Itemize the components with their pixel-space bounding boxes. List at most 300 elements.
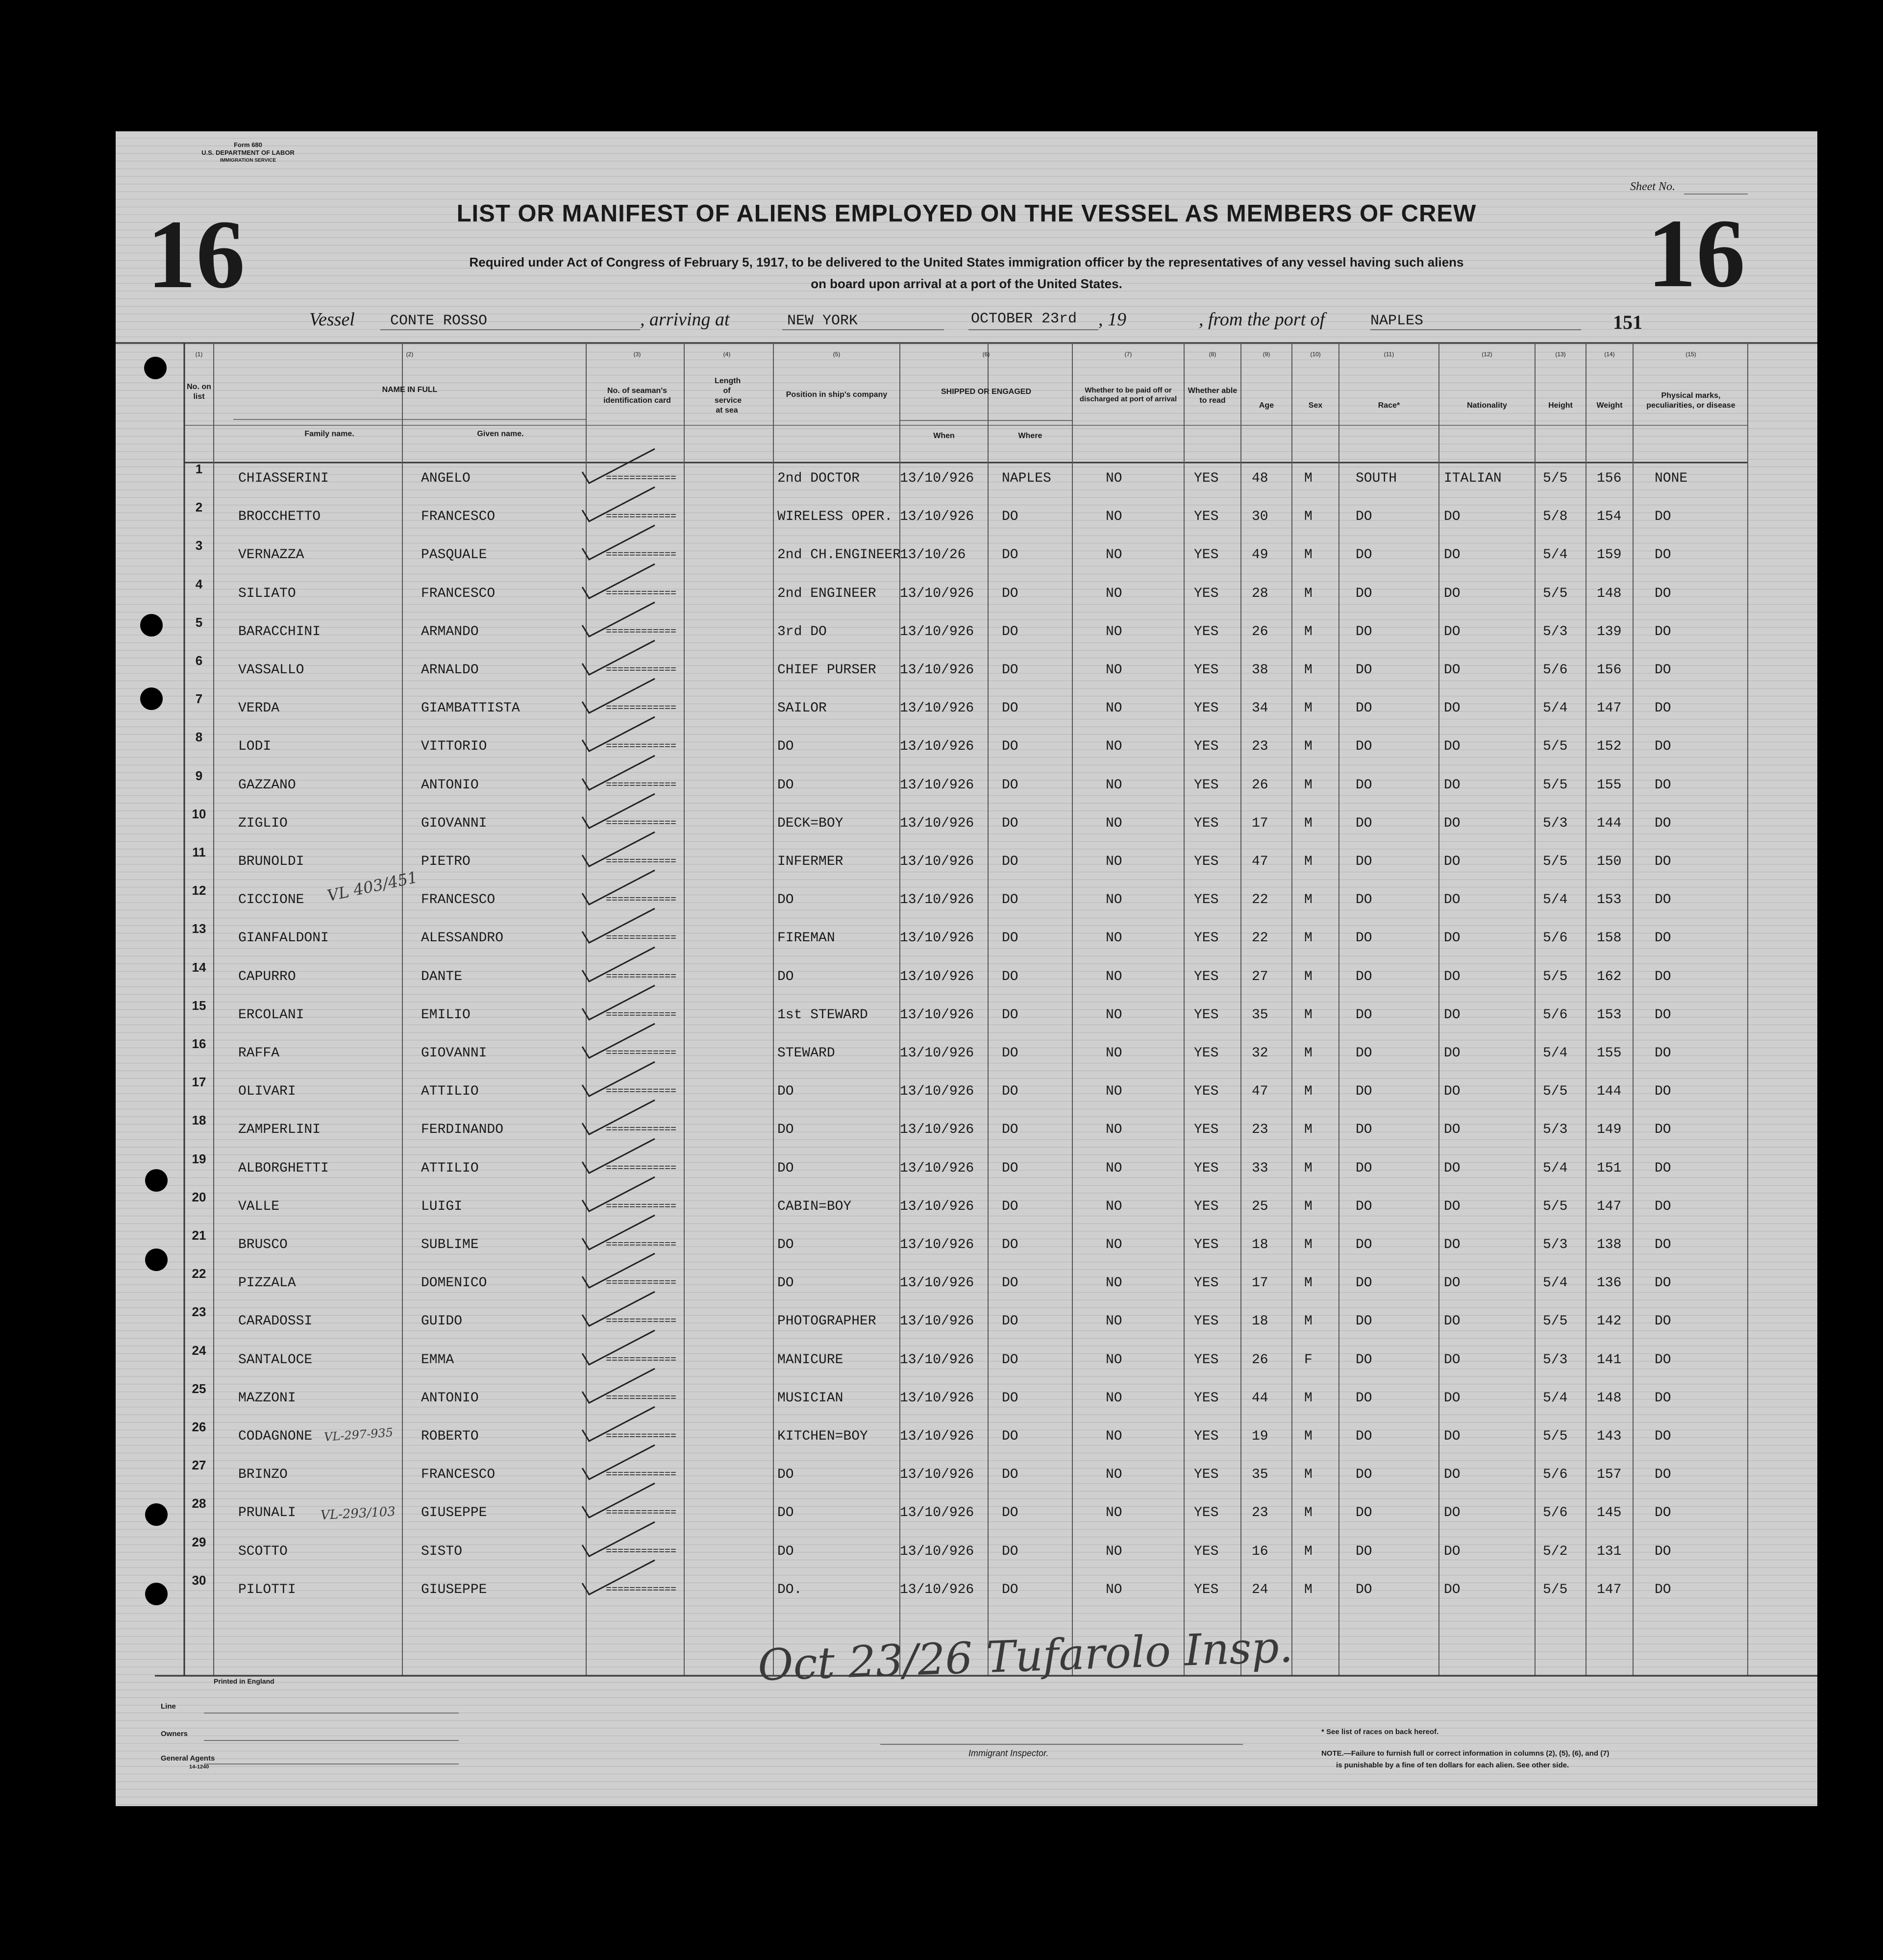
- age: 47: [1252, 854, 1268, 869]
- height: 5/3: [1543, 815, 1568, 831]
- height: 5/5: [1543, 1084, 1568, 1100]
- given-name: GIOVANNI: [421, 1046, 487, 1061]
- paid-off: NO: [1106, 1390, 1122, 1406]
- family-name: CHIASSERINI: [238, 471, 329, 486]
- height: 5/6: [1543, 1467, 1568, 1483]
- nationality: DO: [1444, 586, 1461, 601]
- age: 26: [1252, 1352, 1268, 1368]
- arrival-port: NEW YORK: [787, 313, 858, 329]
- service-length: ============: [606, 1162, 677, 1174]
- weight: 155: [1597, 777, 1622, 793]
- paid-off: NO: [1106, 892, 1122, 908]
- shipped-when: 13/10/926: [900, 1007, 974, 1023]
- service-length: ============: [606, 1469, 677, 1481]
- shipped-when: 13/10/926: [900, 1314, 974, 1329]
- able-to-read: YES: [1194, 1314, 1219, 1329]
- given-name: PIETRO: [421, 854, 471, 869]
- owners-label: Owners: [161, 1730, 188, 1738]
- shipped-where: DO: [1002, 1314, 1018, 1329]
- able-to-read: YES: [1194, 931, 1219, 946]
- given-name: EMILIO: [421, 1007, 471, 1023]
- position: DO: [777, 1122, 794, 1138]
- shipped-where: DO: [1002, 969, 1018, 984]
- sex: M: [1304, 547, 1313, 563]
- row-number: 30: [192, 1572, 206, 1588]
- physical-marks: DO: [1655, 969, 1671, 984]
- service-length: ============: [606, 1200, 677, 1212]
- physical-marks: DO: [1655, 739, 1671, 755]
- height: 5/3: [1543, 1237, 1568, 1252]
- col5-header: Position in ship's company: [786, 391, 888, 399]
- races-note: * See list of races on back hereof.: [1321, 1728, 1439, 1736]
- sex: M: [1304, 1275, 1313, 1291]
- subtitle-line-1: Required under Act of Congress of February 5, 1917, to be delivered to the United States immigration officer by the representatives of any vessel having such aliens: [469, 255, 1464, 270]
- nationality: DO: [1444, 1467, 1461, 1483]
- race: DO: [1356, 1467, 1372, 1483]
- row-number: 21: [192, 1228, 206, 1243]
- position: DO: [777, 969, 794, 984]
- age: 17: [1252, 1275, 1268, 1291]
- height: 5/4: [1543, 1046, 1568, 1061]
- position: DO.: [777, 1582, 802, 1597]
- shipped-where: DO: [1002, 547, 1018, 563]
- col14-header: Weight: [1596, 401, 1623, 410]
- weight: 151: [1597, 1160, 1622, 1176]
- family-name: VASSALLO: [238, 662, 304, 678]
- shipped-when: 13/10/926: [900, 815, 974, 831]
- race: DO: [1356, 1429, 1372, 1444]
- physical-marks: DO: [1655, 931, 1671, 946]
- nationality: DO: [1444, 815, 1461, 831]
- physical-marks: DO: [1655, 854, 1671, 869]
- given-name: ARNALDO: [421, 662, 479, 678]
- given-name: GIAMBATTISTA: [421, 701, 520, 716]
- physical-marks: DO: [1655, 547, 1671, 563]
- physical-marks: DO: [1655, 1084, 1671, 1100]
- nationality: DO: [1444, 854, 1461, 869]
- sex: M: [1304, 701, 1313, 716]
- shipped-where: DO: [1002, 1467, 1018, 1483]
- arrival-date: OCTOBER 23rd: [971, 311, 1077, 327]
- service-length: ============: [606, 932, 677, 944]
- age: 22: [1252, 931, 1268, 946]
- position: STEWARD: [777, 1046, 835, 1061]
- paid-off: NO: [1106, 1122, 1122, 1138]
- age: 27: [1252, 969, 1268, 984]
- shipped-when: 13/10/926: [900, 509, 974, 525]
- able-to-read: YES: [1194, 624, 1219, 639]
- given-name: FRANCESCO: [421, 586, 496, 601]
- given-name: ATTILIO: [421, 1160, 479, 1176]
- service-length: ============: [606, 741, 677, 753]
- weight: 141: [1597, 1352, 1622, 1368]
- physical-marks: DO: [1655, 1199, 1671, 1214]
- col13-header: Height: [1548, 401, 1573, 410]
- subtitle-line-2: on board upon arrival at a port of the United States.: [811, 276, 1122, 291]
- height: 5/3: [1543, 1122, 1568, 1138]
- shipped-when: 13/10/926: [900, 892, 974, 908]
- shipped-where: DO: [1002, 1122, 1018, 1138]
- shipped-where: DO: [1002, 1237, 1018, 1252]
- height: 5/2: [1543, 1544, 1568, 1559]
- nationality: DO: [1444, 1352, 1461, 1368]
- nationality: DO: [1444, 624, 1461, 639]
- age: 22: [1252, 892, 1268, 908]
- department-name: U.S. DEPARTMENT OF LABOR: [201, 149, 295, 156]
- arriving-label: , arriving at: [640, 309, 730, 330]
- age: 23: [1252, 1122, 1268, 1138]
- binder-hole: [145, 1503, 168, 1526]
- col10-number: (10): [1310, 351, 1321, 358]
- weight: 162: [1597, 969, 1622, 984]
- service-length: ============: [606, 664, 677, 676]
- paid-off: NO: [1106, 547, 1122, 563]
- weight: 155: [1597, 1046, 1622, 1061]
- family-name: ZAMPERLINI: [238, 1122, 321, 1138]
- race: DO: [1356, 892, 1372, 908]
- handwritten-note-row-26: VL-297-935: [323, 1425, 394, 1444]
- col6-header: SHIPPED OR ENGAGED: [941, 388, 1032, 396]
- service-length: ============: [606, 817, 677, 829]
- height: 5/5: [1543, 854, 1568, 869]
- given-name: ANGELO: [421, 471, 471, 486]
- col6-number: (6): [982, 351, 990, 358]
- weight: 147: [1597, 1582, 1622, 1597]
- shipped-where: DO: [1002, 1275, 1018, 1291]
- paid-off: NO: [1106, 969, 1122, 984]
- physical-marks: DO: [1655, 1314, 1671, 1329]
- sex: M: [1304, 931, 1313, 946]
- sex: M: [1304, 586, 1313, 601]
- col11-number: (11): [1384, 351, 1394, 358]
- race: DO: [1356, 701, 1372, 716]
- age: 25: [1252, 1199, 1268, 1214]
- service-length: ============: [606, 473, 677, 484]
- age: 18: [1252, 1314, 1268, 1329]
- nationality: DO: [1444, 701, 1461, 716]
- nationality: DO: [1444, 1084, 1461, 1100]
- race: DO: [1356, 547, 1372, 563]
- able-to-read: YES: [1194, 1429, 1219, 1444]
- general-agents-label: General Agents: [161, 1754, 215, 1763]
- handwritten-note-row-11: VL 403/451: [325, 867, 420, 906]
- family-name: ZIGLIO: [238, 815, 288, 831]
- shipped-when: 13/10/926: [900, 471, 974, 486]
- shipped-where: DO: [1002, 854, 1018, 869]
- shipped-where: DO: [1002, 1199, 1018, 1214]
- race: DO: [1356, 1314, 1372, 1329]
- physical-marks: DO: [1655, 624, 1671, 639]
- weight: 148: [1597, 586, 1622, 601]
- shipped-when: 13/10/926: [900, 931, 974, 946]
- physical-marks: DO: [1655, 1505, 1671, 1521]
- height: 5/5: [1543, 1314, 1568, 1329]
- nationality: DO: [1444, 1046, 1461, 1061]
- paid-off: NO: [1106, 1429, 1122, 1444]
- race: DO: [1356, 1160, 1372, 1176]
- age: 35: [1252, 1007, 1268, 1023]
- paid-off: NO: [1106, 1199, 1122, 1214]
- year-prefix: , 19: [1098, 309, 1126, 330]
- family-name: LODI: [238, 739, 272, 755]
- service-length: ============: [606, 856, 677, 867]
- age: 33: [1252, 1160, 1268, 1176]
- col15-number: (15): [1685, 351, 1696, 358]
- position: DO: [777, 1505, 794, 1521]
- service-length: ============: [606, 588, 677, 599]
- race: DO: [1356, 815, 1372, 831]
- position: 1st STEWARD: [777, 1007, 868, 1023]
- physical-marks: DO: [1655, 892, 1671, 908]
- service-length: ============: [606, 1584, 677, 1595]
- age: 28: [1252, 586, 1268, 601]
- able-to-read: YES: [1194, 1544, 1219, 1559]
- departure-port: NAPLES: [1370, 313, 1424, 329]
- race: DO: [1356, 931, 1372, 946]
- given-name: GUIDO: [421, 1314, 463, 1329]
- sex: M: [1304, 854, 1313, 869]
- shipped-where: NAPLES: [1002, 471, 1051, 486]
- family-name: RAFFA: [238, 1046, 280, 1061]
- service-length: ============: [606, 626, 677, 637]
- race: DO: [1356, 777, 1372, 793]
- race: DO: [1356, 662, 1372, 678]
- race: DO: [1356, 1046, 1372, 1061]
- position: DO: [777, 892, 794, 908]
- nationality: DO: [1444, 1582, 1461, 1597]
- nationality: DO: [1444, 777, 1461, 793]
- paid-off: NO: [1106, 1467, 1122, 1483]
- col8-header: Whether able to read: [1188, 387, 1238, 405]
- row-number: 14: [192, 959, 206, 975]
- sex: M: [1304, 1199, 1313, 1214]
- sex: M: [1304, 1160, 1313, 1176]
- family-name: GIANFALDONI: [238, 931, 329, 946]
- position: 2nd CH.ENGINEER: [777, 547, 901, 563]
- shipped-when: 13/10/926: [900, 969, 974, 984]
- physical-marks: DO: [1655, 1352, 1671, 1368]
- sheet-number-label: Sheet No.: [1630, 180, 1675, 193]
- physical-marks: DO: [1655, 509, 1671, 525]
- race: DO: [1356, 1122, 1372, 1138]
- able-to-read: YES: [1194, 1275, 1219, 1291]
- shipped-where: DO: [1002, 777, 1018, 793]
- physical-marks: NONE: [1655, 471, 1688, 486]
- binder-hole: [145, 1583, 168, 1605]
- col10-header: Sex: [1308, 401, 1323, 410]
- height: 5/4: [1543, 701, 1568, 716]
- weight: 156: [1597, 662, 1622, 678]
- sex: M: [1304, 1505, 1313, 1521]
- given-name: DOMENICO: [421, 1275, 487, 1291]
- race: DO: [1356, 586, 1372, 601]
- able-to-read: YES: [1194, 586, 1219, 601]
- row-number: 23: [192, 1304, 206, 1320]
- position: FIREMAN: [777, 931, 835, 946]
- sex: M: [1304, 1544, 1313, 1559]
- able-to-read: YES: [1194, 509, 1219, 525]
- row-number: 9: [195, 768, 203, 783]
- race: DO: [1356, 509, 1372, 525]
- position: MANICURE: [777, 1352, 843, 1368]
- family-name: VALLE: [238, 1199, 280, 1214]
- able-to-read: YES: [1194, 1199, 1219, 1214]
- family-name: BARACCHINI: [238, 624, 321, 639]
- height: 5/5: [1543, 739, 1568, 755]
- page-number-left: 16: [147, 200, 245, 309]
- able-to-read: YES: [1194, 1084, 1219, 1100]
- sex: M: [1304, 1429, 1313, 1444]
- given-name: ATTILIO: [421, 1084, 479, 1100]
- shipped-where: DO: [1002, 1390, 1018, 1406]
- height: 5/5: [1543, 586, 1568, 601]
- shipped-where: DO: [1002, 931, 1018, 946]
- height: 5/6: [1543, 931, 1568, 946]
- family-name: PIZZALA: [238, 1275, 296, 1291]
- row-number: 5: [195, 614, 203, 630]
- row-number: 22: [192, 1266, 206, 1281]
- family-name: SILIATO: [238, 586, 296, 601]
- sex: M: [1304, 471, 1313, 486]
- weight: 142: [1597, 1314, 1622, 1329]
- physical-marks: DO: [1655, 1122, 1671, 1138]
- shipped-when: 13/10/926: [900, 1352, 974, 1368]
- sex: M: [1304, 1582, 1313, 1597]
- position: DO: [777, 1237, 794, 1252]
- given-name: ALESSANDRO: [421, 931, 504, 946]
- weight: 144: [1597, 1084, 1622, 1100]
- form-title: LIST OR MANIFEST OF ALIENS EMPLOYED ON THE VESSEL AS MEMBERS OF CREW: [456, 200, 1477, 227]
- height: 5/6: [1543, 662, 1568, 678]
- position: CHIEF PURSER: [777, 662, 876, 678]
- row-number: 4: [195, 576, 203, 591]
- race: DO: [1356, 1275, 1372, 1291]
- weight: 145: [1597, 1505, 1622, 1521]
- race: DO: [1356, 1084, 1372, 1100]
- physical-marks: DO: [1655, 1275, 1671, 1291]
- shipped-when: 13/10/926: [900, 854, 974, 869]
- position: WIRELESS OPER.: [777, 509, 893, 525]
- handwritten-note-row-28: VL-293/103: [320, 1504, 396, 1523]
- weight: 139: [1597, 624, 1622, 639]
- shipped-when: 13/10/926: [900, 1582, 974, 1597]
- family-name: CAPURRO: [238, 969, 296, 984]
- service-length: ============: [606, 1354, 677, 1366]
- printed-in-note: Printed in England: [214, 1677, 274, 1685]
- height: 5/5: [1543, 777, 1568, 793]
- weight: 131: [1597, 1544, 1622, 1559]
- age: 47: [1252, 1084, 1268, 1100]
- sex: M: [1304, 1390, 1313, 1406]
- race: DO: [1356, 739, 1372, 755]
- col12-header: Nationality: [1467, 401, 1507, 410]
- shipped-when: 13/10/926: [900, 1122, 974, 1138]
- physical-marks: DO: [1655, 586, 1671, 601]
- position: MUSICIAN: [777, 1390, 843, 1406]
- col14-number: (14): [1604, 351, 1615, 358]
- row-number: 11: [192, 845, 206, 859]
- col9-number: (9): [1263, 351, 1270, 358]
- paid-off: NO: [1106, 854, 1122, 869]
- weight: 152: [1597, 739, 1622, 755]
- physical-marks: DO: [1655, 1582, 1671, 1597]
- sex: M: [1304, 1314, 1313, 1329]
- height: 5/4: [1543, 1390, 1568, 1406]
- height: 5/8: [1543, 509, 1568, 525]
- able-to-read: YES: [1194, 815, 1219, 831]
- given-name: FERDINANDO: [421, 1122, 504, 1138]
- line-label: Line: [161, 1702, 176, 1711]
- paid-off: NO: [1106, 931, 1122, 946]
- family-name: OLIVARI: [238, 1084, 296, 1100]
- service-name: IMMIGRATION SERVICE: [220, 158, 276, 163]
- family-name: PRUNALI: [238, 1505, 296, 1521]
- given-name: ROBERTO: [421, 1429, 479, 1444]
- row-number: 15: [192, 998, 206, 1013]
- row-number: 24: [192, 1343, 206, 1358]
- shipped-where-header: Where: [1018, 432, 1042, 440]
- weight: 157: [1597, 1467, 1622, 1483]
- family-name: CICCIONE: [238, 892, 304, 908]
- nationality: DO: [1444, 739, 1461, 755]
- shipped-when: 13/10/926: [900, 1237, 974, 1252]
- given-name: EMMA: [421, 1352, 454, 1368]
- col12-number: (12): [1482, 351, 1492, 358]
- family-name: VERNAZZA: [238, 547, 304, 563]
- paid-off: NO: [1106, 1046, 1122, 1061]
- weight: 156: [1597, 471, 1622, 486]
- given-name: ANTONIO: [421, 777, 479, 793]
- immigrant-inspector-label: Immigrant Inspector.: [968, 1748, 1049, 1758]
- row-number: 3: [195, 538, 203, 553]
- paid-off: NO: [1106, 624, 1122, 639]
- stamp-number: 151: [1613, 311, 1642, 333]
- race: DO: [1356, 1544, 1372, 1559]
- able-to-read: YES: [1194, 1352, 1219, 1368]
- service-length: ============: [606, 1277, 677, 1289]
- position: 3rd DO: [777, 624, 827, 639]
- binder-hole: [145, 1249, 168, 1271]
- race: DO: [1356, 624, 1372, 639]
- fine-note-line-2: is punishable by a fine of ten dollars for each alien. See other side.: [1336, 1761, 1569, 1769]
- able-to-read: YES: [1194, 1122, 1219, 1138]
- able-to-read: YES: [1194, 969, 1219, 984]
- shipped-where: DO: [1002, 1582, 1018, 1597]
- position: INFERMER: [777, 854, 843, 869]
- page-number-right: 16: [1647, 199, 1745, 308]
- agents-code: 14-1240: [189, 1764, 209, 1770]
- col1-number: (1): [195, 351, 203, 358]
- height: 5/4: [1543, 1275, 1568, 1291]
- paid-off: NO: [1106, 1084, 1122, 1100]
- shipped-where: DO: [1002, 662, 1018, 678]
- age: 49: [1252, 547, 1268, 563]
- weight: 153: [1597, 1007, 1622, 1023]
- service-length: ============: [606, 779, 677, 791]
- paid-off: NO: [1106, 701, 1122, 716]
- col7-number: (7): [1124, 351, 1132, 358]
- from-port-label: , from the port of: [1199, 309, 1325, 330]
- able-to-read: YES: [1194, 1160, 1219, 1176]
- family-name: ALBORGHETTI: [238, 1160, 329, 1176]
- paid-off: NO: [1106, 815, 1122, 831]
- age: 38: [1252, 662, 1268, 678]
- height: 5/4: [1543, 892, 1568, 908]
- col4-header: Length of service at sea: [715, 377, 742, 415]
- sex: M: [1304, 1084, 1313, 1100]
- height: 5/6: [1543, 1505, 1568, 1521]
- shipped-where: DO: [1002, 1007, 1018, 1023]
